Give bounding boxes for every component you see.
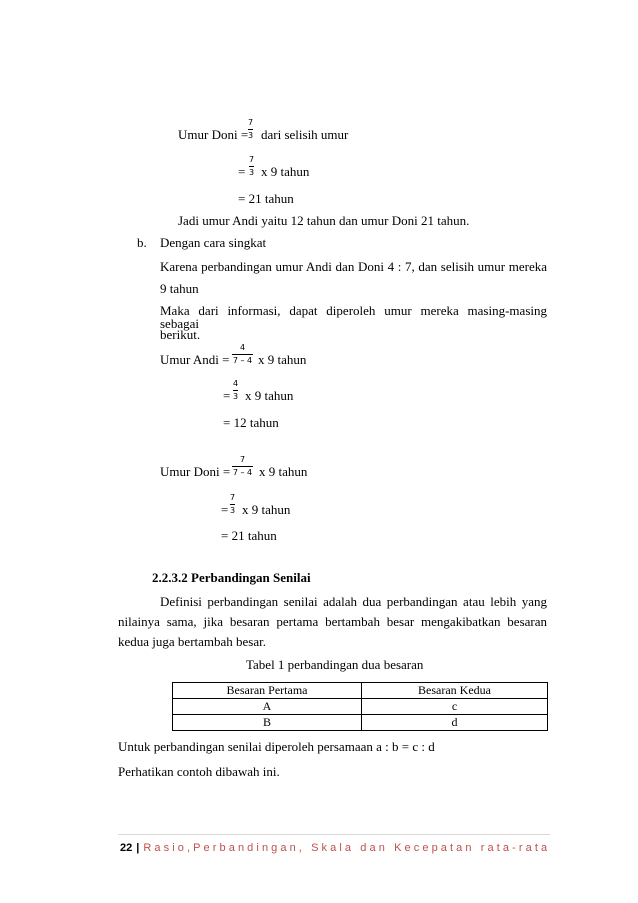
table-header-row — [173, 683, 548, 699]
running-title: Rasio,Perbandingan, Skala dan Kecepatan rata-rata — [143, 842, 551, 854]
definition-line-1: Definisi perbandingan senilai adalah dua perbandingan atau lebih yang — [160, 594, 547, 609]
fraction-7-3-b — [249, 156, 254, 177]
andi-label: Umur Andi = — [160, 352, 230, 367]
section-b-heading: Dengan cara singkat — [160, 235, 267, 250]
definition-line-2: nilainya sama, jika besaran pertama bertambah besar mengakibatkan besaran — [118, 614, 547, 629]
comparison-table — [172, 682, 548, 731]
section-b-para1-line2: 9 tahun — [160, 281, 199, 296]
equals-sign: = — [223, 388, 231, 403]
fraction-numerator: 7 — [230, 493, 236, 502]
table-cell: c — [362, 699, 548, 715]
doni-rest-b1: x 9 tahun — [259, 464, 308, 479]
footer-separator: | — [136, 842, 140, 854]
section-heading: 2.2.3.2 Perbandingan Senilai — [152, 570, 311, 585]
table-header-cell: Besaran Pertama — [173, 683, 362, 699]
fraction-4-over-7-minus-4 — [232, 344, 253, 365]
table-cell: A — [173, 699, 362, 715]
doni-label-b: Umur Doni = — [160, 464, 231, 479]
fraction-numerator: 7 — [239, 455, 246, 464]
fraction-denominator: 3 — [249, 168, 255, 177]
table-row — [173, 699, 548, 715]
fraction-denominator: 3 — [248, 131, 254, 140]
fraction-numerator: 7 — [249, 155, 255, 164]
table-caption: Tabel 1 perbandingan dua besaran — [246, 657, 424, 672]
doni-rest-1: dari selisih umur — [261, 127, 349, 142]
table-row — [173, 715, 548, 731]
andi-rest-2: x 9 tahun — [245, 388, 294, 403]
doni-result-b: = 21 tahun — [221, 528, 277, 543]
table-header-cell: Besaran Kedua — [362, 683, 548, 699]
footer-divider — [118, 834, 550, 835]
definition-line-3: kedua juga bertambah besar. — [118, 634, 266, 649]
doni-rest-2: x 9 tahun — [261, 164, 310, 179]
fraction-7-3-c — [230, 494, 235, 515]
fraction-numerator: 4 — [239, 343, 246, 352]
example-intro: Perhatikan contoh dibawah ini. — [118, 764, 280, 779]
page-number: 22 — [120, 842, 133, 854]
doni-label-1: Umur Doni = — [178, 127, 249, 142]
andi-rest-1: x 9 tahun — [258, 352, 307, 367]
section-b-para2-line2: berikut. — [160, 327, 201, 342]
conclusion-text: Jadi umur Andi yaitu 12 tahun dan umur Doni 21 tahun. — [178, 213, 470, 228]
andi-result: = 12 tahun — [223, 415, 279, 430]
fraction-denominator: 3 — [233, 392, 239, 401]
fraction-7-3-a — [248, 119, 253, 140]
table-cell: d — [362, 715, 548, 731]
doni-rest-b2: x 9 tahun — [242, 502, 291, 517]
fraction-denominator: 3 — [230, 506, 236, 515]
fraction-numerator: 4 — [233, 379, 239, 388]
fraction-denominator: 7 – 4 — [232, 468, 253, 477]
fraction-4-3 — [233, 380, 238, 401]
section-b-para2-line1: Maka dari informasi, dapat diperoleh umur mereka masing-masing sebagai — [160, 303, 547, 331]
section-b-para1-line1: Karena perbandingan umur Andi dan Doni 4 : 7, dan selisih umur mereka — [160, 259, 547, 274]
equation-text: Untuk perbandingan senilai diperoleh persamaan a : b = c : d — [118, 739, 435, 754]
equals-sign: = — [238, 164, 246, 179]
doni-result-1: = 21 tahun — [238, 191, 294, 206]
list-marker-b: b. — [137, 235, 147, 250]
fraction-denominator: 7 – 4 — [232, 356, 253, 365]
equals-sign: = — [221, 502, 229, 517]
page-footer — [120, 843, 550, 854]
fraction-numerator: 7 — [248, 118, 254, 127]
table-cell: B — [173, 715, 362, 731]
fraction-7-over-7-minus-4 — [232, 456, 253, 477]
